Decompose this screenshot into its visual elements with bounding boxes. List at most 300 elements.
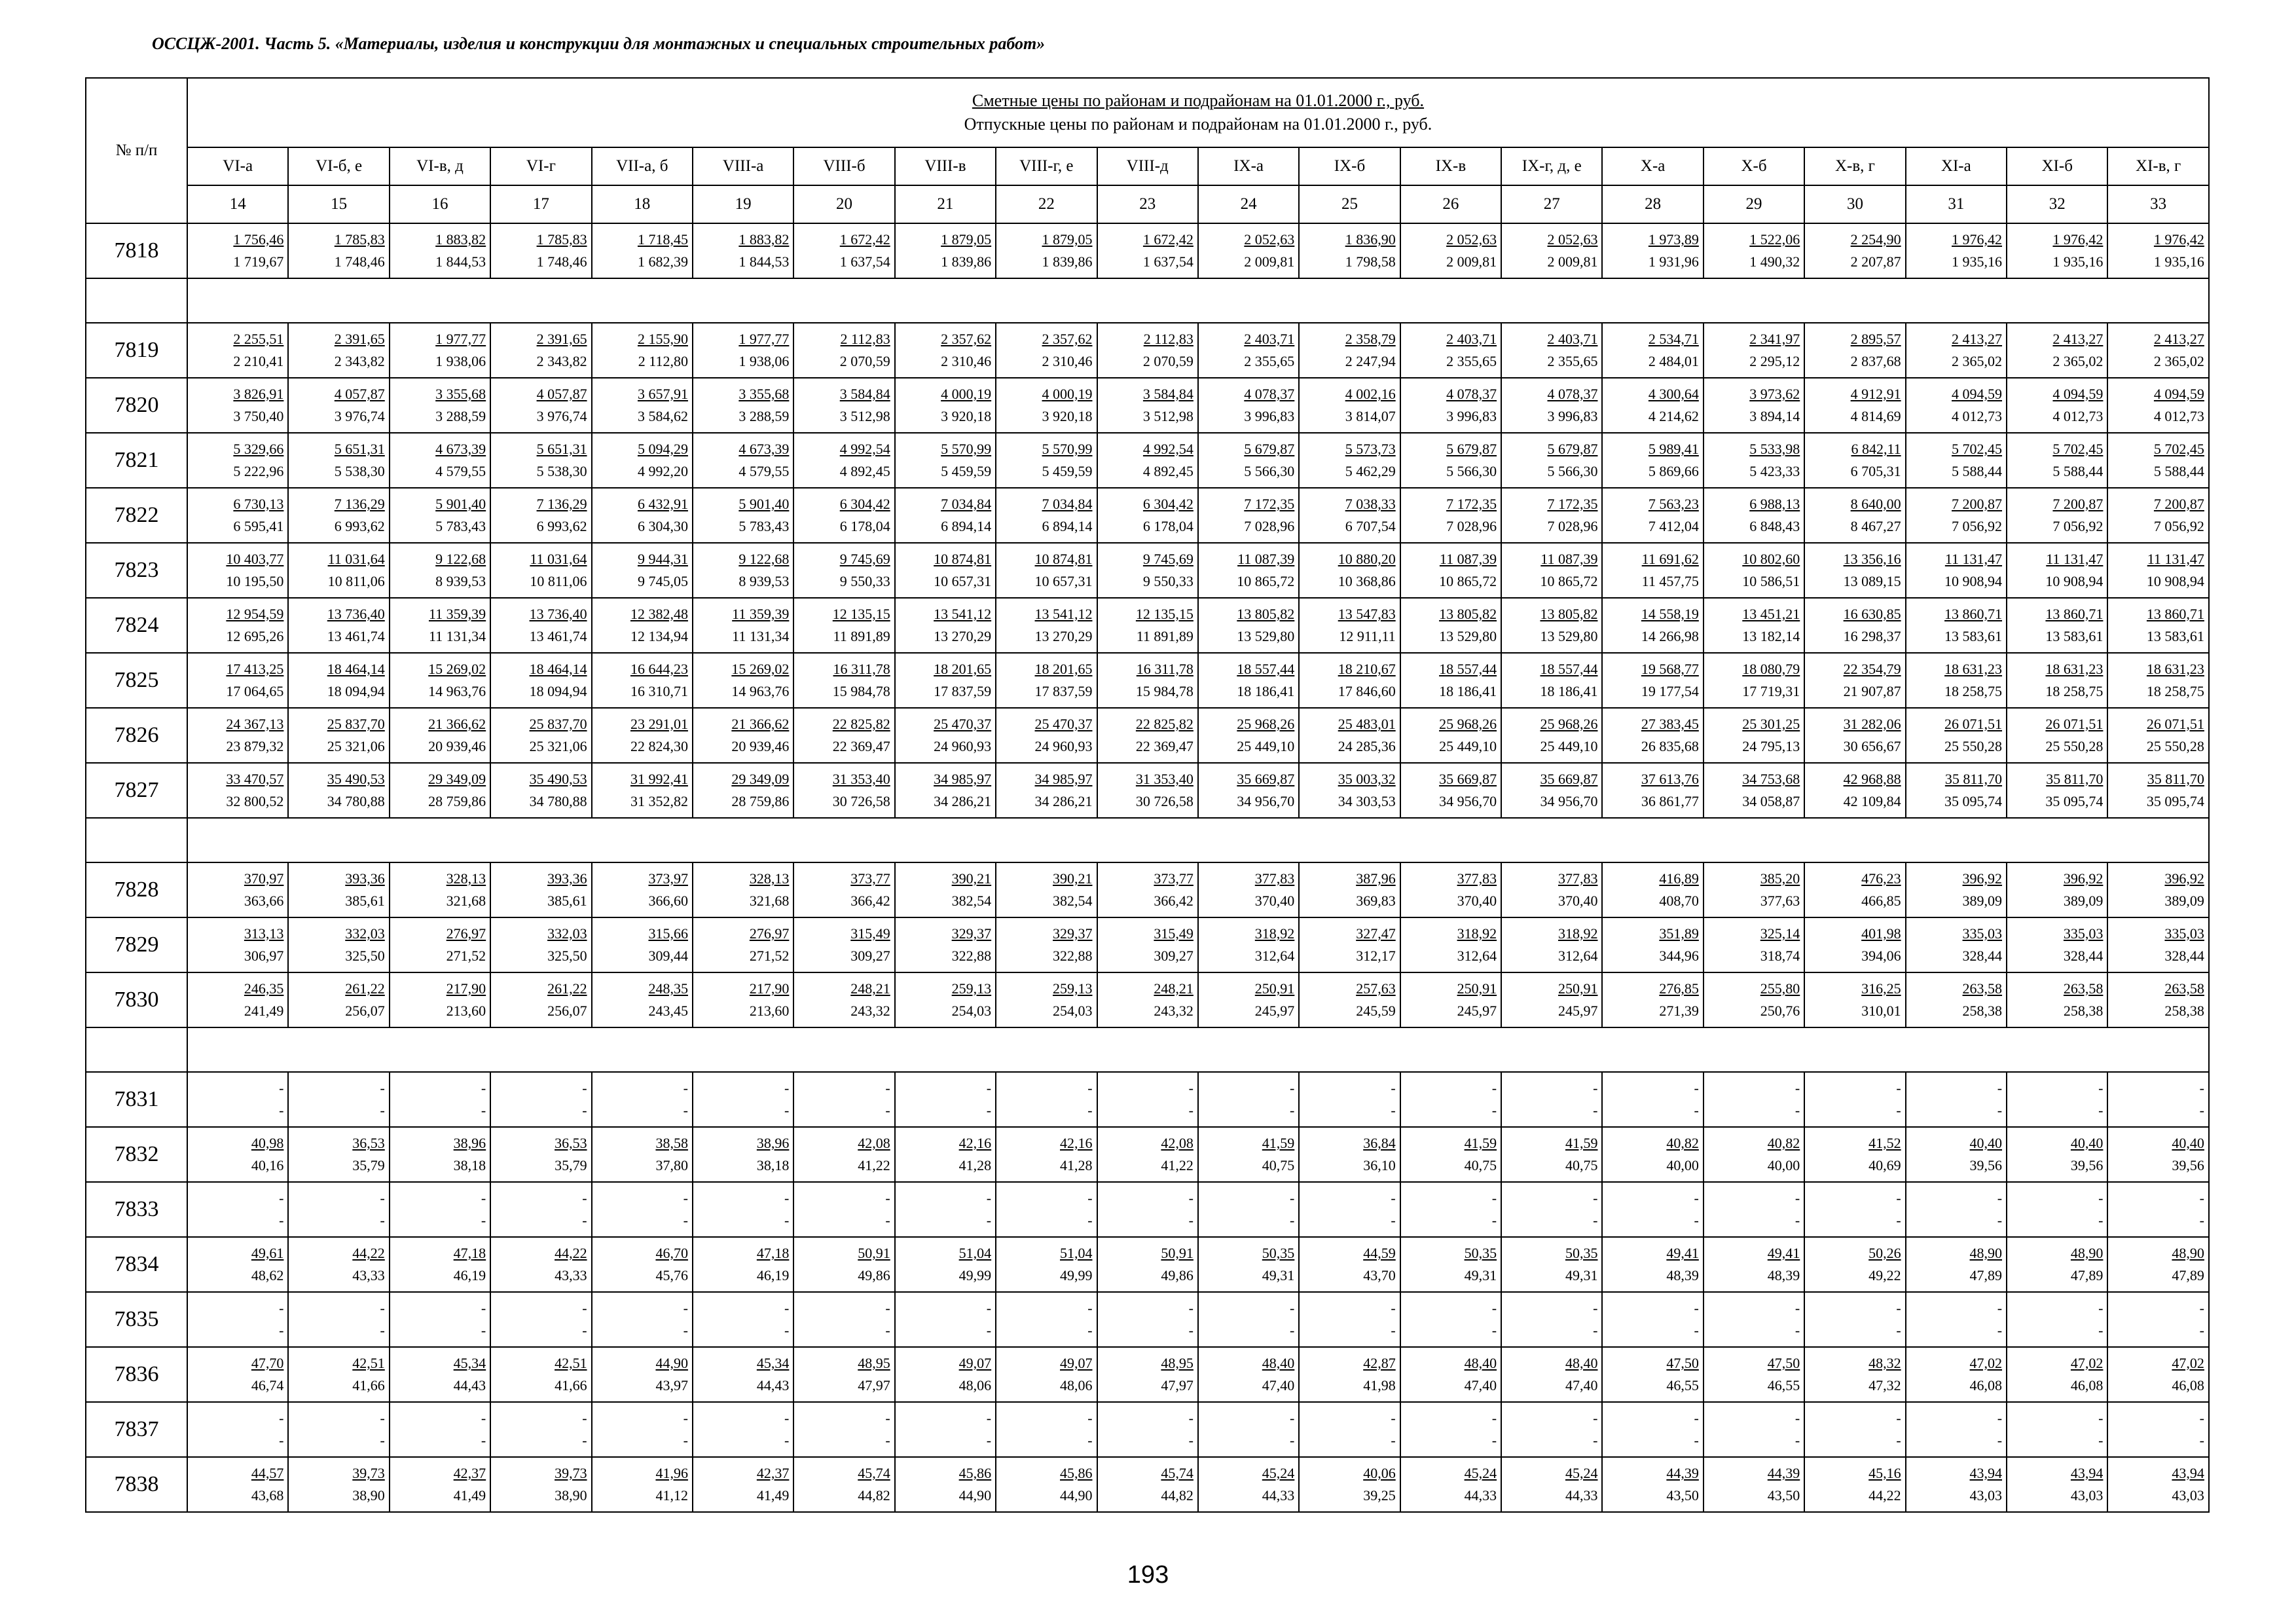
- estimate-price: 318,92: [1254, 925, 1295, 942]
- price-cell: [2007, 708, 2107, 763]
- estimate-price: 50,35: [1262, 1245, 1295, 1261]
- estimate-price: 27 383,45: [1641, 716, 1699, 732]
- release-price: 28 759,86: [428, 793, 486, 809]
- price-cell: [390, 763, 490, 818]
- release-price: 1 844,53: [738, 253, 790, 270]
- estimate-price: -: [986, 1410, 992, 1426]
- release-price: 48,62: [251, 1267, 284, 1283]
- release-price: 1 682,39: [637, 253, 688, 270]
- release-price: 49,99: [958, 1267, 992, 1283]
- price-cell: [1400, 1182, 1501, 1237]
- release-price: -: [2098, 1212, 2104, 1228]
- estimate-price: 276,97: [749, 925, 790, 942]
- release-price: 382,54: [951, 893, 992, 909]
- estimate-price: 377,83: [1457, 870, 1497, 887]
- price-cell: [490, 1347, 591, 1402]
- header-release-prices: Отпускные цены по районам и подрайонам на 01.01.2000 г., руб.: [964, 115, 1432, 134]
- estimate-price: 2 112,83: [840, 331, 890, 347]
- estimate-price: 48,95: [858, 1355, 890, 1371]
- separator-cell: [86, 278, 187, 323]
- estimate-price: -: [1896, 1080, 1901, 1096]
- release-price: 3 512,98: [1142, 408, 1194, 424]
- release-price: 325,50: [547, 948, 587, 964]
- price-cell: [895, 862, 996, 917]
- release-price: 24 285,36: [1338, 738, 1396, 754]
- release-price: 382,54: [1053, 893, 1093, 909]
- price-cell: [1400, 653, 1501, 708]
- release-price: 25 321,06: [327, 738, 385, 754]
- release-price: 35,79: [352, 1157, 385, 1173]
- release-price: 43,33: [352, 1267, 385, 1283]
- price-cell: [1704, 917, 1804, 972]
- price-cell: [793, 1237, 894, 1292]
- price-cell: [693, 708, 793, 763]
- release-price: 46,55: [1666, 1377, 1699, 1393]
- release-price: 2 070,59: [839, 353, 890, 369]
- price-cell: [490, 323, 591, 378]
- estimate-price: 261,22: [547, 980, 587, 997]
- price-cell: [895, 378, 996, 433]
- region-header: VII-а, б: [592, 147, 693, 185]
- release-price: -: [1694, 1212, 1699, 1228]
- estimate-price: 13 541,12: [934, 606, 992, 622]
- price-cell: [1400, 763, 1501, 818]
- estimate-price: -: [1087, 1410, 1093, 1426]
- price-cell: [1400, 378, 1501, 433]
- release-price: 254,03: [951, 1003, 992, 1019]
- price-cell: [2007, 323, 2107, 378]
- price-cell: [1602, 488, 1703, 543]
- release-price: 4 012,73: [2153, 408, 2204, 424]
- release-price: 1 839,86: [1042, 253, 1093, 270]
- price-cell: [1906, 433, 2007, 488]
- column-number: 15: [288, 185, 389, 223]
- price-cell: [1704, 378, 1804, 433]
- price-cell: [2107, 972, 2209, 1027]
- estimate-price: 48,90: [2070, 1245, 2104, 1261]
- price-cell: [490, 488, 591, 543]
- estimate-price: 13 860,71: [1944, 606, 2003, 622]
- price-cell: [1602, 1237, 1703, 1292]
- estimate-price: -: [1896, 1410, 1901, 1426]
- release-price: 46,08: [2070, 1377, 2104, 1393]
- price-cell: [895, 223, 996, 278]
- estimate-price: 1 883,82: [435, 231, 486, 248]
- estimate-price: -: [1997, 1300, 2003, 1316]
- estimate-price: 1 879,05: [941, 231, 992, 248]
- estimate-price: 276,85: [1659, 980, 1699, 997]
- table-row: [86, 972, 2209, 1027]
- estimate-price: 8 640,00: [1850, 496, 1901, 512]
- estimate-price: 1 672,42: [1142, 231, 1194, 248]
- price-cell: [895, 543, 996, 598]
- price-cell: [996, 1457, 1097, 1512]
- estimate-price: 44,39: [1767, 1465, 1800, 1481]
- price-cell: [390, 1127, 490, 1182]
- release-price: 23 879,32: [226, 738, 284, 754]
- estimate-price: -: [1391, 1300, 1396, 1316]
- price-cell: [996, 708, 1097, 763]
- estimate-price: -: [582, 1080, 587, 1096]
- price-cell: [1097, 708, 1198, 763]
- release-price: 6 707,54: [1345, 518, 1396, 534]
- price-cell: [793, 972, 894, 1027]
- price-cell: [1906, 488, 2007, 543]
- estimate-price: 5 651,31: [536, 441, 587, 457]
- release-price: 44,90: [1060, 1487, 1093, 1504]
- release-price: 241,49: [244, 1003, 284, 1019]
- price-cell: [1097, 433, 1198, 488]
- price-cell: [490, 223, 591, 278]
- estimate-price: 11 131,47: [2147, 551, 2204, 567]
- release-price: 2 210,41: [233, 353, 284, 369]
- price-cell: [693, 543, 793, 598]
- price-cell: [895, 1072, 996, 1127]
- estimate-price: 3 355,68: [435, 386, 486, 402]
- release-price: -: [2199, 1432, 2204, 1449]
- estimate-price: 47,50: [1666, 1355, 1699, 1371]
- price-cell: [2007, 862, 2107, 917]
- region-header: VIII-б: [793, 147, 894, 185]
- price-cell: [288, 323, 389, 378]
- price-cell: [1400, 543, 1501, 598]
- estimate-price: -: [481, 1190, 486, 1206]
- price-cell: [592, 1347, 693, 1402]
- price-cell: [390, 433, 490, 488]
- price-cell: [288, 1237, 389, 1292]
- release-price: 18 258,75: [2146, 683, 2204, 699]
- estimate-price: 25 483,01: [1338, 716, 1396, 732]
- estimate-price: 3 973,62: [1749, 386, 1800, 402]
- release-price: 3 750,40: [233, 408, 284, 424]
- release-price: -: [1997, 1102, 2003, 1118]
- estimate-price: 373,77: [850, 870, 890, 887]
- separator-cell: [187, 278, 2209, 323]
- release-price: 4 814,69: [1850, 408, 1901, 424]
- price-cell: [1198, 1402, 1299, 1457]
- estimate-price: 246,35: [244, 980, 284, 997]
- release-price: 47,97: [1161, 1377, 1194, 1393]
- release-price: 250,76: [1760, 1003, 1800, 1019]
- item-number: 7831: [86, 1072, 187, 1127]
- estimate-price: 7 172,35: [1446, 496, 1497, 512]
- price-cell: [1400, 972, 1501, 1027]
- price-cell: [1198, 1072, 1299, 1127]
- release-price: -: [279, 1212, 284, 1228]
- price-cell: [288, 917, 389, 972]
- release-price: 10 865,72: [1237, 573, 1295, 589]
- region-header: XI-а: [1906, 147, 2007, 185]
- release-price: -: [683, 1322, 688, 1338]
- estimate-price: 18 557,44: [1439, 661, 1497, 677]
- estimate-price: 11 359,39: [428, 606, 486, 622]
- estimate-price: 16 644,23: [630, 661, 688, 677]
- price-cell: [693, 1127, 793, 1182]
- release-price: 385,61: [547, 893, 587, 909]
- estimate-price: 42,87: [1363, 1355, 1396, 1371]
- price-cell: [2107, 763, 2209, 818]
- price-cell: [490, 1072, 591, 1127]
- release-price: 2 207,87: [1850, 253, 1901, 270]
- price-cell: [1704, 972, 1804, 1027]
- price-cell: [490, 433, 591, 488]
- document-header: ОССЦЖ-2001. Часть 5. «Материалы, изделия и конструкции для монтажных и специальных строительных работ»: [152, 34, 1046, 53]
- estimate-price: 13 860,71: [2045, 606, 2104, 622]
- estimate-price: 42,08: [858, 1135, 890, 1151]
- release-price: 46,08: [2172, 1377, 2204, 1393]
- price-cell: [1906, 1457, 2007, 1512]
- price-cell: [1906, 223, 2007, 278]
- estimate-price: -: [2199, 1410, 2204, 1426]
- release-price: 4 012,73: [2052, 408, 2104, 424]
- estimate-price: 2 052,63: [1547, 231, 1598, 248]
- price-cell: [693, 323, 793, 378]
- release-price: 13 529,80: [1540, 628, 1598, 644]
- release-price: 370,40: [1558, 893, 1598, 909]
- item-number: 7826: [86, 708, 187, 763]
- release-price: -: [1087, 1212, 1093, 1228]
- release-price: 18 258,75: [1944, 683, 2003, 699]
- price-cell: [1501, 1072, 1602, 1127]
- estimate-price: 5 989,41: [1648, 441, 1699, 457]
- estimate-price: 18 201,65: [934, 661, 992, 677]
- estimate-price: 35 669,87: [1237, 771, 1295, 787]
- estimate-price: 25 837,70: [327, 716, 385, 732]
- price-cell: [1602, 1292, 1703, 1347]
- price-cell: [2107, 433, 2209, 488]
- estimate-price: 257,63: [1356, 980, 1396, 997]
- estimate-price: 13 736,40: [327, 606, 385, 622]
- release-price: 18 094,94: [529, 683, 587, 699]
- estimate-price: 2 413,27: [2052, 331, 2104, 347]
- estimate-price: 42,16: [1060, 1135, 1093, 1151]
- price-cell: [390, 1347, 490, 1402]
- estimate-price: 5 570,99: [941, 441, 992, 457]
- price-cell: [793, 1347, 894, 1402]
- release-price: -: [1188, 1212, 1194, 1228]
- column-number: 18: [592, 185, 693, 223]
- estimate-price: 1 672,42: [839, 231, 890, 248]
- release-price: 32 800,52: [226, 793, 284, 809]
- price-cell: [1299, 917, 1400, 972]
- price-cell: [1906, 653, 2007, 708]
- estimate-price: 328,13: [446, 870, 486, 887]
- estimate-price: 373,97: [648, 870, 688, 887]
- release-price: 213,60: [749, 1003, 790, 1019]
- release-price: 389,09: [1962, 893, 2003, 909]
- price-cell: [1602, 972, 1703, 1027]
- release-price: 2 355,65: [1446, 353, 1497, 369]
- price-cell: [1299, 972, 1400, 1027]
- release-price: 10 368,86: [1338, 573, 1396, 589]
- table-row: [86, 378, 2209, 433]
- column-number: 23: [1097, 185, 1198, 223]
- price-cell: [1804, 378, 1905, 433]
- price-cell: [693, 223, 793, 278]
- estimate-price: 2 052,63: [1244, 231, 1295, 248]
- estimate-price: 373,77: [1154, 870, 1194, 887]
- separator-cell: [187, 1027, 2209, 1072]
- release-price: 41,28: [1060, 1157, 1093, 1173]
- price-cell: [1400, 598, 1501, 653]
- estimate-price: -: [1795, 1080, 1800, 1096]
- release-price: 25 449,10: [1237, 738, 1295, 754]
- release-price: 245,59: [1356, 1003, 1396, 1019]
- price-cell: [592, 223, 693, 278]
- section-separator-row: [86, 1027, 2209, 1072]
- estimate-price: 42,51: [555, 1355, 587, 1371]
- price-cell: [288, 598, 389, 653]
- estimate-price: 2 391,65: [334, 331, 385, 347]
- release-price: 20 939,46: [731, 738, 790, 754]
- price-cell: [1704, 862, 1804, 917]
- price-cell: [1097, 1292, 1198, 1347]
- estimate-price: 6 842,11: [1851, 441, 1901, 457]
- price-cell: [793, 598, 894, 653]
- estimate-price: -: [1593, 1300, 1598, 1316]
- estimate-price: 313,13: [244, 925, 284, 942]
- release-price: 5 566,30: [1244, 463, 1295, 479]
- price-cell: [2107, 323, 2209, 378]
- price-cell: [1704, 488, 1804, 543]
- release-price: 41,66: [555, 1377, 587, 1393]
- estimate-price: 250,91: [1558, 980, 1598, 997]
- estimate-price: -: [1188, 1080, 1194, 1096]
- release-price: 389,09: [2063, 893, 2104, 909]
- release-price: 49,31: [1262, 1267, 1295, 1283]
- price-cell: [1198, 1347, 1299, 1402]
- release-price: 38,18: [756, 1157, 790, 1173]
- table-row: [86, 708, 2209, 763]
- price-cell: [1906, 763, 2007, 818]
- price-cell: [2107, 1402, 2209, 1457]
- release-price: -: [986, 1212, 992, 1228]
- release-price: -: [380, 1102, 385, 1118]
- price-cell: [693, 653, 793, 708]
- release-price: 2 009,81: [1244, 253, 1295, 270]
- release-price: 10 908,94: [2045, 573, 2104, 589]
- release-price: 466,85: [1861, 893, 1901, 909]
- release-price: -: [1896, 1102, 1901, 1118]
- price-cell: [1299, 433, 1400, 488]
- price-cell: [490, 1127, 591, 1182]
- estimate-price: 1 756,46: [233, 231, 284, 248]
- release-price: 35 095,74: [2045, 793, 2104, 809]
- region-header: X-в, г: [1804, 147, 1905, 185]
- price-cell: [1501, 1292, 1602, 1347]
- release-price: 3 584,62: [637, 408, 688, 424]
- estimate-price: -: [1188, 1190, 1194, 1206]
- release-price: 40,75: [1262, 1157, 1295, 1173]
- estimate-price: 29 349,09: [428, 771, 486, 787]
- release-price: 256,07: [547, 1003, 587, 1019]
- item-number: 7820: [86, 378, 187, 433]
- release-price: -: [481, 1432, 486, 1449]
- release-price: -: [1188, 1102, 1194, 1118]
- price-cell: [288, 653, 389, 708]
- price-cell: [1906, 972, 2007, 1027]
- estimate-price: 4 992,54: [839, 441, 890, 457]
- estimate-price: 45,34: [453, 1355, 486, 1371]
- price-cell: [1804, 1347, 1905, 1402]
- estimate-price: -: [2199, 1190, 2204, 1206]
- price-cell: [1804, 433, 1905, 488]
- price-cell: [490, 1292, 591, 1347]
- estimate-price: 13 805,82: [1439, 606, 1497, 622]
- estimate-price: 1 976,42: [2153, 231, 2204, 248]
- estimate-price: 390,21: [951, 870, 992, 887]
- estimate-price: 250,91: [1254, 980, 1295, 997]
- release-price: -: [1694, 1102, 1699, 1118]
- estimate-price: 14 558,19: [1641, 606, 1699, 622]
- release-price: 44,33: [1464, 1487, 1497, 1504]
- estimate-price: 13 860,71: [2146, 606, 2204, 622]
- estimate-price: 44,59: [1363, 1245, 1396, 1261]
- release-price: 40,75: [1565, 1157, 1598, 1173]
- price-cell: [1400, 708, 1501, 763]
- release-price: -: [1795, 1212, 1800, 1228]
- table-body: [86, 223, 2209, 1512]
- price-cell: [592, 653, 693, 708]
- release-price: 1 935,16: [2052, 253, 2104, 270]
- release-price: 18 258,75: [2045, 683, 2104, 699]
- estimate-price: 7 172,35: [1547, 496, 1598, 512]
- release-price: 2 070,59: [1142, 353, 1194, 369]
- release-price: 2 365,02: [2052, 353, 2104, 369]
- estimate-price: -: [1694, 1190, 1699, 1206]
- release-price: 40,00: [1767, 1157, 1800, 1173]
- estimate-price: 318,92: [1558, 925, 1598, 942]
- release-price: -: [2098, 1102, 2104, 1118]
- estimate-price: 26 071,51: [2045, 716, 2104, 732]
- price-cell: [996, 653, 1097, 708]
- price-cell: [895, 1292, 996, 1347]
- estimate-price: -: [481, 1300, 486, 1316]
- price-cell: [592, 708, 693, 763]
- price-cell: [1299, 1072, 1400, 1127]
- release-price: 13 583,61: [1944, 628, 2003, 644]
- estimate-price: 38,96: [756, 1135, 790, 1151]
- estimate-price: -: [582, 1410, 587, 1426]
- estimate-price: 41,59: [1262, 1135, 1295, 1151]
- price-cell: [1501, 543, 1602, 598]
- region-header: IX-б: [1299, 147, 1400, 185]
- release-price: 44,82: [858, 1487, 890, 1504]
- price-cell: [996, 1347, 1097, 1402]
- estimate-price: 18 464,14: [529, 661, 587, 677]
- release-price: 42 109,84: [1843, 793, 1901, 809]
- release-price: 35 095,74: [2146, 793, 2204, 809]
- region-header-row: [86, 147, 2209, 185]
- price-cell: [1097, 1347, 1198, 1402]
- price-cell: [187, 488, 288, 543]
- estimate-price: 1 718,45: [637, 231, 688, 248]
- price-cell: [390, 598, 490, 653]
- price-cell: [490, 1182, 591, 1237]
- estimate-price: 4 002,16: [1345, 386, 1396, 402]
- release-price: 321,68: [446, 893, 486, 909]
- estimate-price: 9 745,69: [839, 551, 890, 567]
- estimate-price: -: [279, 1190, 284, 1206]
- estimate-price: 1 977,77: [435, 331, 486, 347]
- price-cell: [187, 653, 288, 708]
- price-cell: [187, 1182, 288, 1237]
- price-cell: [1501, 1127, 1602, 1182]
- price-cell: [693, 1182, 793, 1237]
- release-price: 309,44: [648, 948, 688, 964]
- price-cell: [2107, 917, 2209, 972]
- price-cell: [895, 972, 996, 1027]
